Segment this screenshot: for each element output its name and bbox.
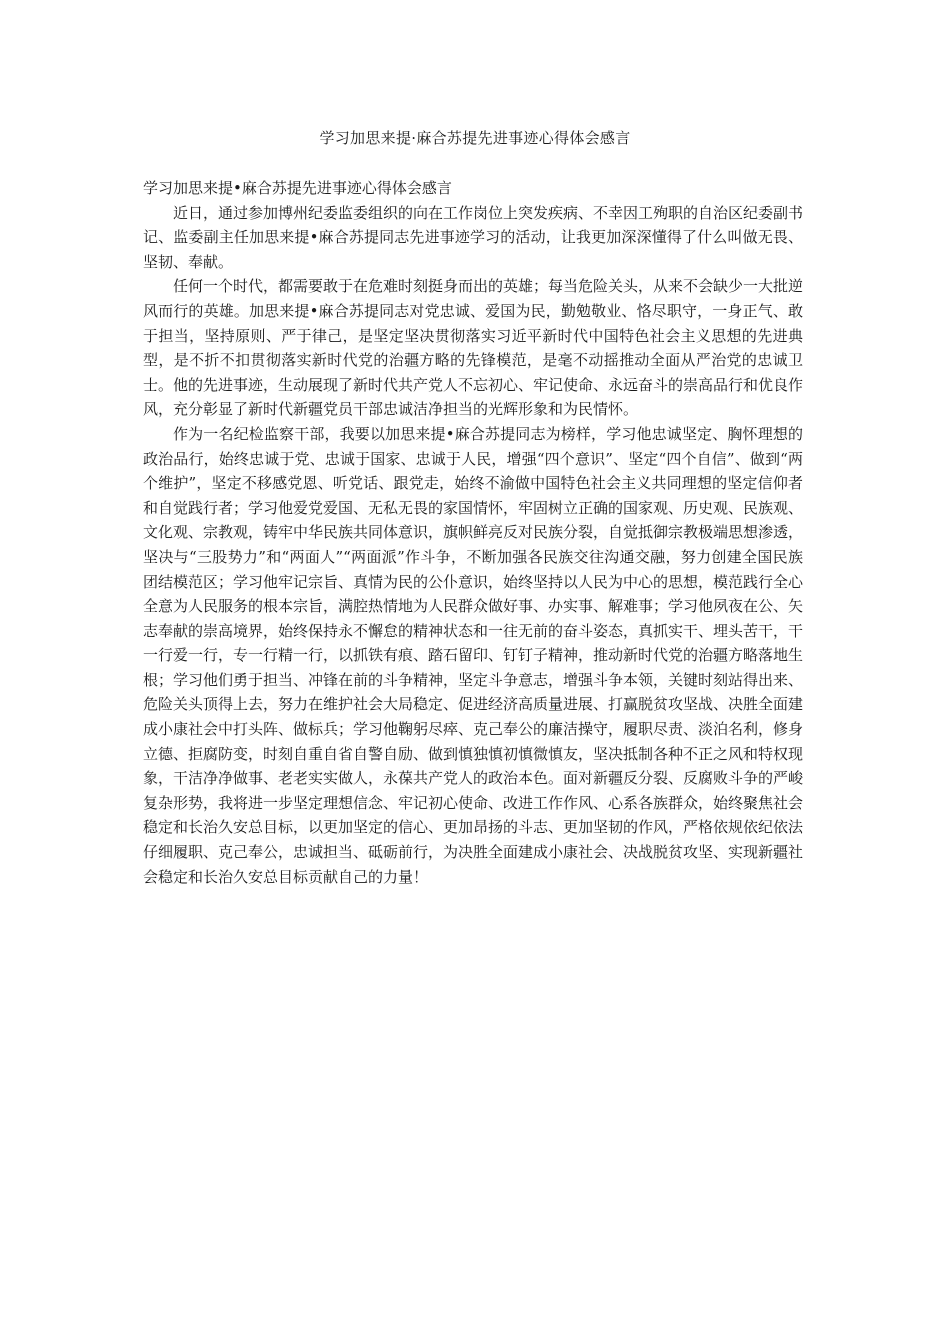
document-subheading: 学习加思来提•麻合苏提先进事迹心得体会感言 [143, 179, 452, 197]
document-body [143, 176, 803, 889]
paragraph-2: 任何一个时代，都需要敢于在危难时刻挺身而出的英雄；每当危险关头，从来不会缺少一大批逆风而行的英雄。加思来提•麻合苏提同志对党忠诚、爱国为民，勤勉敬业、恪尽职守，一身正气、敢于担当，坚持原则、严于律己，是坚定坚决贯彻落实习近平新时代中国特色社会主义思想的先进典型，是不折不扣贯彻落实新时代党的治疆方略的先锋模范，是毫不动摇推动全面从严治党的忠诚卫士。他的先进事迹，生动展现了新时代共产党人不忘初心、牢记使命、永远奋斗的崇高品行和优良作风，充分彰显了新时代新疆党员干部忠诚洁净担当的光辉形象和为民情怀。 [143, 277, 804, 419]
page-title: 学习加思来提·麻合苏提先进事迹心得体会感言 [319, 129, 631, 147]
paragraph-3: 作为一名纪检监察干部，我要以加思来提•麻合苏提同志为榜样，学习他忠诚坚定、胸怀理想的政治品行，始终忠诚于党、忠诚于国家、忠诚于人民，增强“四个意识”、坚定“四个自信”、做到“两个维护”，坚定不移感党恩、听党话、跟党走，始终不渝做中国特色社会主义共同理想的坚定信仰者和自觉践行者；学习他爱党爱国、无私无畏的家国情怀，牢固树立正确的国家观、历史观、民族观、文化观、宗教观，铸牢中华民族共同体意识，旗帜鲜亮反对民族分裂，自觉抵御宗教极端思想渗透，坚决与“三股势力”和“两面人”“两面派”作斗争，不断加强各民族交往沟通交融，努力创建全国民族团结模范区；学习他牢记宗旨、真情为民的公仆意识，始终坚持以人民为中心的思想，模范践行全心全意为人民服务的根本宗旨，满腔热情地为人民群众做好事、办实事、解难事；学习他夙夜在公、矢志奉献的崇高境界，始终保持永不懈怠的精神状态和一往无前的奋斗姿态，真抓实干、埋头苦干，干一行爱一行，专一行精一行，以抓铁有痕、踏石留印、钉钉子精神，推动新时代党的治疆方略落地生根；学习他们勇于担当、冲锋在前的斗争精神，坚定斗争意志，增强斗争本领，关键时刻站得出来、危险关头顶得上去，努力在维护社会大局稳定、促进经济高质量进展、打赢脱贫攻坚战、决胜全面建成小康社会中打头阵、做标兵；学习他鞠躬尽瘁、克己奉公的廉洁操守，履职尽责、淡泊名利，修身立德、拒腐防变，时刻自重自省自警自励、做到慎独慎初慎微慎友，坚决抵制各种不正之风和特权现象，干洁净净做事、老老实实做人，永葆共产党人的政治本色。面对新疆反分裂、反腐败斗争的严峻复杂形势，我将进一步坚定理想信念、牢记初心使命、改进工作作风、心系各族群众，始终聚焦社会稳定和长治久安总目标，以更加坚定的信心、更加昂扬的斗志、更加坚韧的作风，严格依规依纪依法仔细履职、克己奉公，忠诚担当、砥砺前行，为决胜全面建成小康社会、决战脱贫攻坚、实现新疆社会稳定和长治久安总目标贡献自己的力量！ [143, 424, 804, 886]
paragraph-1: 近日，通过参加博州纪委监委组织的向在工作岗位上突发疾病、不幸因工殉职的自治区纪委副书记、监委副主任加思来提•麻合苏提同志先进事迹学习的活动，让我更加深深懂得了什么叫做无畏、坚韧、奉献。 [143, 203, 804, 271]
